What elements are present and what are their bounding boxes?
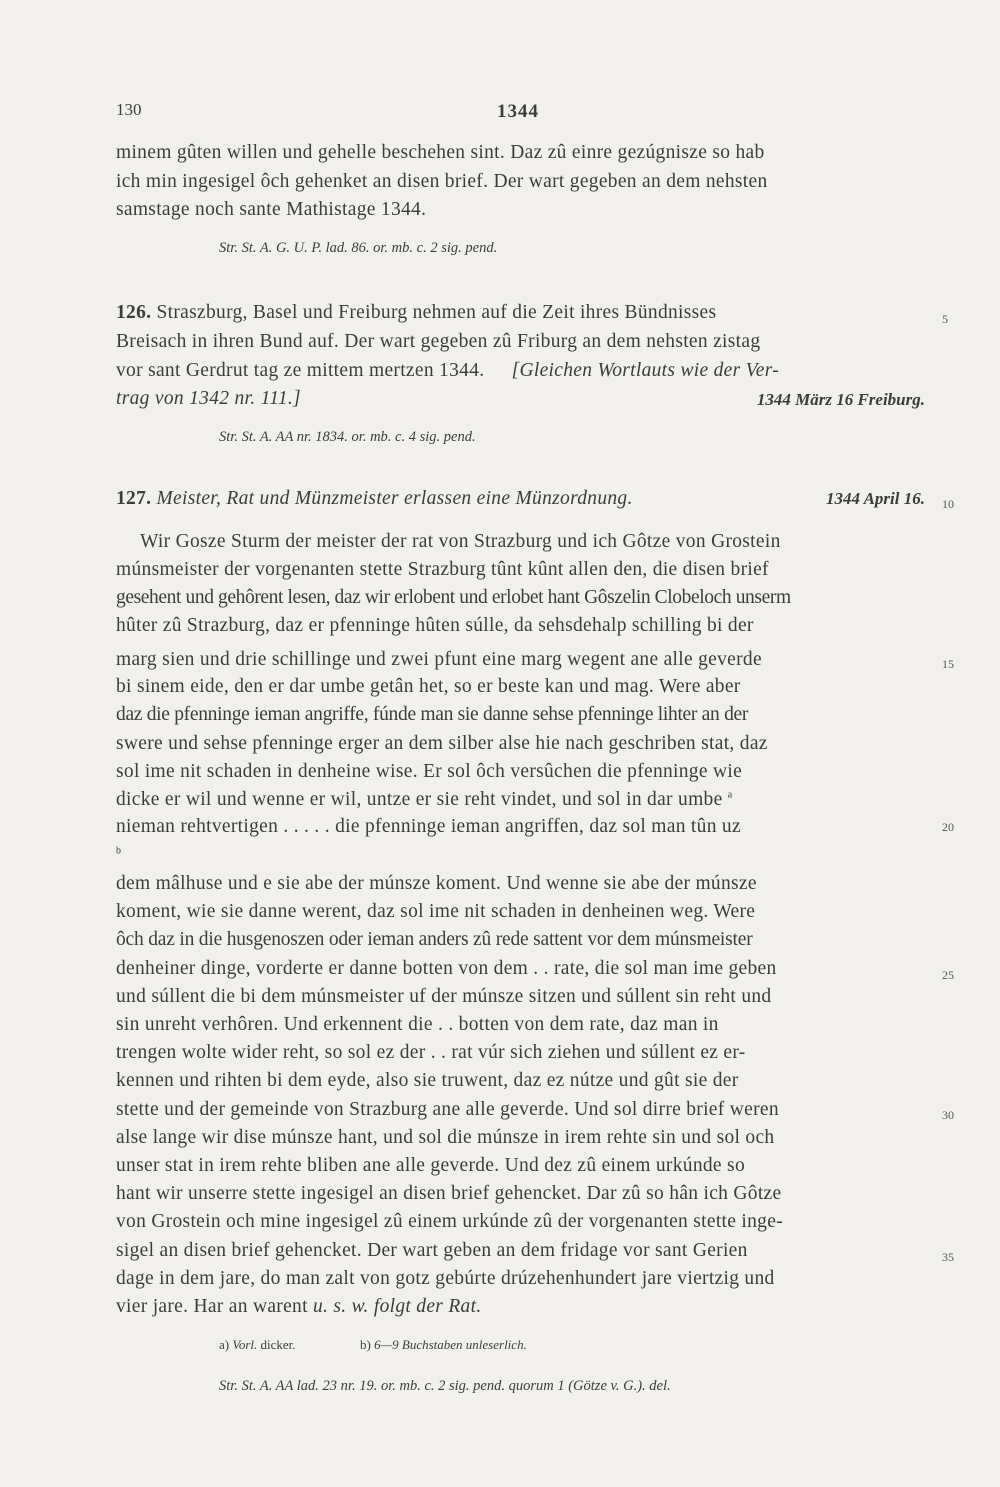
text-line: bi sinem eide, den er dar umbe getân het, so er beste kan und mag. Were aber — [116, 676, 741, 697]
text-line: Wir Gosze Sturm der meister der rat von Strazburg und ich Gôtze von Grostein — [140, 531, 781, 552]
footnote-text: 6—9 Buchstaben unleserlich. — [374, 1337, 527, 1352]
margin-line-number: 10 — [942, 497, 954, 511]
text-line: minem gûten willen und gehelle beschehen sint. Daz zû einre gezúgnisze so hab — [116, 142, 765, 163]
running-head-year: 1344 — [497, 101, 539, 122]
text-line: swere und sehse pfenninge erger an dem silber alse hie nach geschriben stat, daz — [116, 733, 768, 754]
margin-line-number: 35 — [942, 1250, 954, 1264]
text-line: ôch daz in die husgenoszen oder ieman anders zû rede sattent vor dem múnsmeister — [116, 929, 753, 950]
text-line: marg sien und drie schillinge und zwei pfunt eine marg wegent ane alle geverde — [116, 649, 762, 670]
text-line: koment, wie sie danne werent, daz sol ime nit schaden in denheinen weg. Were — [116, 901, 756, 922]
text-segment: dicke er wil und wenne er wil, untze er sie reht vindet, und sol in dar umbe — [116, 789, 723, 810]
editor-note: [Gleichen Wortlauts wie der Ver- — [511, 360, 779, 381]
footnote-a — [219, 1337, 296, 1353]
text-segment: nieman rehtvertigen . . . . . die pfenninge ieman angriffen, daz sol man tûn uz — [116, 816, 741, 837]
text-line-with-footnote-a — [116, 789, 732, 811]
text-line: unser stat in irem rehte bliben ane alle geverde. Und dez zû einem urkúnde so — [116, 1155, 745, 1176]
source-citation: Str. St. A. AA nr. 1834. or. mb. c. 4 sig. pend. — [219, 429, 476, 445]
footnote-b — [360, 1337, 527, 1353]
text-line: kennen und rihten bi dem eyde, also sie truwent, daz ez nútze und gût sie der — [116, 1070, 739, 1091]
text-line: sin unreht verhôren. Und erkennent die . . botten von dem rate, daz man in — [116, 1014, 719, 1035]
footnote-text: Vorl. — [232, 1337, 258, 1352]
text-line: stette und der gemeinde von Strazburg ane alle geverde. Und sol dirre brief weren — [116, 1099, 779, 1120]
text-line: trengen wolte wider reht, so sol ez der . . rat vúr sich ziehen und súllent ez er- — [116, 1042, 746, 1063]
footnote-label: a) — [219, 1337, 230, 1352]
text-line: daz die pfenninge ieman angriffe, fúnde man sie danne sehse pfenninge lihter an der — [116, 704, 749, 725]
text-line: dage in dem jare, do man zalt von gotz gebúrte drúzehenhundert jare viertzig und — [116, 1268, 775, 1289]
doc-number: 127. — [116, 488, 152, 509]
footnote-mark-a: a — [727, 789, 733, 801]
editor-note: u. s. w. folgt der Rat. — [313, 1296, 482, 1317]
text-line: sol ime nit schaden in denheine wise. Er sol ôch versûchen die pfenninge wie — [116, 761, 743, 782]
source-citation: Str. St. A. G. U. P. lad. 86. or. mb. c. 2 sig. pend. — [219, 240, 498, 256]
doc-127-heading — [116, 488, 633, 510]
editor-note-continued: trag von 1342 nr. 111.] — [116, 388, 301, 409]
text-segment: vor sant Gerdrut tag ze mittem mertzen 1344. — [116, 360, 485, 381]
text-line: ich min ingesigel ôch gehenket an disen brief. Der wart gegeben an dem nehsten — [116, 171, 768, 192]
text-line: von Grostein och mine ingesigel zû einem urkúnde zû der vorgenanten stette inge- — [116, 1211, 783, 1232]
margin-line-number: 20 — [942, 820, 954, 834]
doc-number: 126. — [116, 302, 152, 323]
text-line: samstage noch sante Mathistage 1344. — [116, 199, 427, 220]
text-line — [116, 360, 779, 382]
page-number: 130 — [116, 100, 142, 119]
text-line: sigel an disen brief gehencket. Der wart geben an dem fridage vor sant Gerien — [116, 1240, 748, 1261]
text-line: denheiner dinge, vorderte er danne botten von dem . . rate, die sol man ime geben — [116, 958, 777, 979]
text-line — [116, 816, 741, 838]
footnote-mark-b-line — [116, 845, 121, 867]
footnote-label: b) — [360, 1337, 371, 1352]
doc-summary: Straszburg, Basel und Freiburg nehmen auf die Zeit ihres Bündnisses — [156, 302, 717, 323]
margin-line-number: 30 — [942, 1108, 954, 1122]
last-text-line — [116, 1296, 482, 1318]
date: 1344 April 16. — [825, 489, 925, 508]
text-line: hûter zû Strazburg, daz er pfenninge hûten súlle, da sehsdehalp schilling bi der — [116, 615, 754, 636]
text-line: Breisach in ihren Bund auf. Der wart gegeben zû Friburg an dem nehsten zistag — [116, 331, 761, 352]
date-place: 1344 März 16 Freiburg. — [756, 390, 925, 409]
text-line: alse lange wir dise múnsze hant, und sol die múnsze in irem rehte sin und sol och — [116, 1127, 775, 1148]
text-segment: vier jare. Har an warent — [116, 1296, 308, 1317]
doc-summary: Meister, Rat und Münzmeister erlassen eine Münzordnung. — [156, 488, 633, 509]
footnote-mark-b: b — [116, 845, 122, 857]
source-citation: Str. St. A. AA lad. 23 nr. 19. or. mb. c. 2 sig. pend. quorum 1 (Götze v. G.). del. — [219, 1378, 671, 1394]
text-line: und súllent die bi dem múnsmeister uf der múnsze sitzen und súllent sin reht und — [116, 986, 772, 1007]
margin-line-number: 5 — [942, 312, 948, 326]
text-line: dem mâlhuse und e sie abe der múnsze koment. Und wenne sie abe der múnsze — [116, 873, 757, 894]
margin-line-number: 15 — [942, 657, 954, 671]
margin-line-number: 25 — [942, 968, 954, 982]
footnote-text: dicker. — [260, 1337, 296, 1352]
doc-126-first-line — [116, 302, 716, 324]
text-line: hant wir unserre stette ingesigel an disen brief gehencket. Dar zû so hân ich Gôtze — [116, 1183, 782, 1204]
text-line: múnsmeister der vorgenanten stette Strazburg tûnt kûnt allen den, die disen brief — [116, 559, 769, 580]
text-line: gesehent und gehôrent lesen, daz wir erlobent und erlobet hant Gôszelin Clobeloch unserm — [116, 587, 791, 608]
